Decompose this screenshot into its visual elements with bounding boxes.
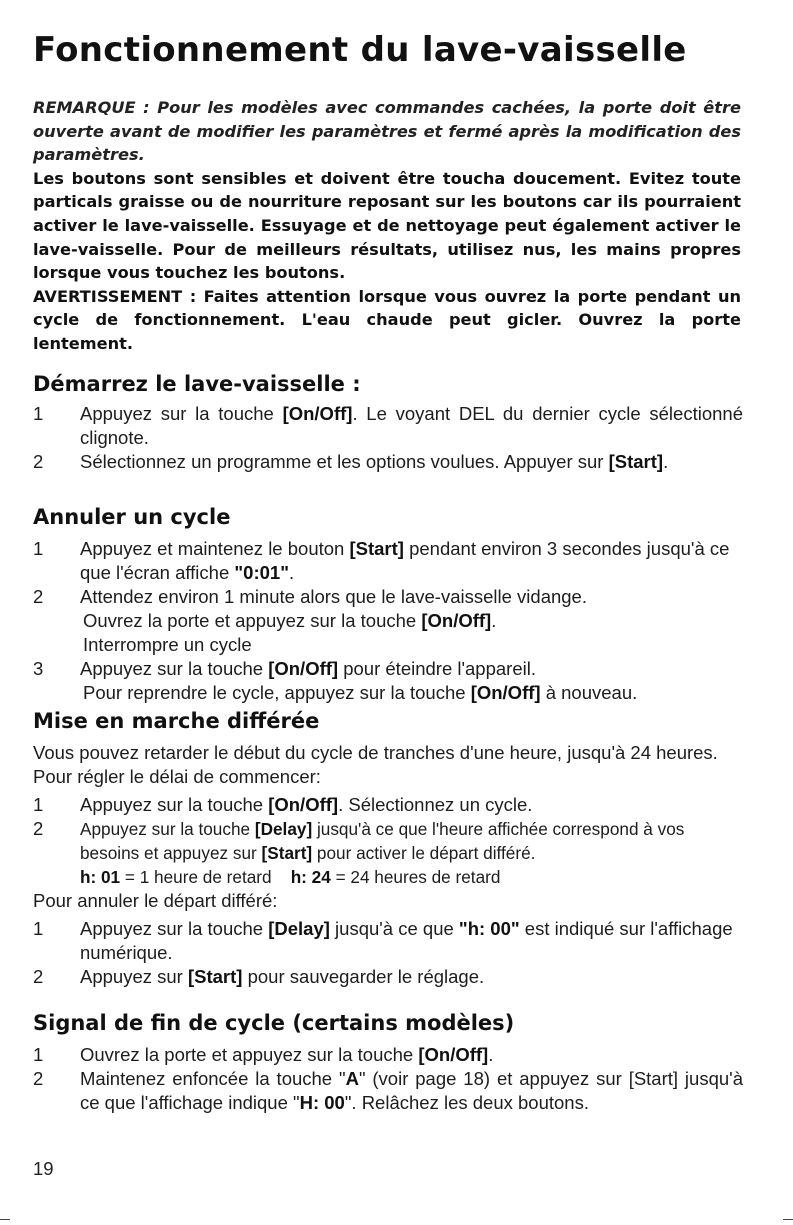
cancel-steps [33,537,743,705]
display-readout: "0:01" [234,562,289,583]
signal-step-1: 1 Ouvrez la porte et appuyez sur la touche [On/Off]. [33,1044,494,1065]
delay-step-1: 1 Appuyez sur la touche [On/Off]. Sélectionnez un cycle. [33,794,533,815]
a-key: A [345,1068,359,1089]
delay-key: [Delay] [268,918,330,939]
delay-hours-legend: h: 01 = 1 heure de retard h: 24 = 24 heures de retard [80,867,501,887]
notes-block [33,96,741,356]
start-key: [Start] [187,966,243,987]
start-heading: Démarrez le lave-vaisselle : [33,372,361,396]
start-key: [Start] [261,843,313,863]
buttons-note: Les boutons sont sensibles et doivent être toucha doucement. Evitez toute particals graisse ou de nourriture reposant sur les boutons car ils pourraient activer le lave-vaisselle. Essuyage et de nettoyage peut également activer le lave-vaisselle. Pour de meilleurs résultats, utilisez nus, les mains propres lorsque vous touchez les boutons. [33,168,741,283]
on-off-key: [On/Off] [268,794,339,815]
delay-heading: Mise en marche différée [33,709,320,733]
page-title: Fonctionnement du lave-vaisselle [33,30,687,70]
delay-intro: Vous pouvez retarder le début du cycle de tranches d'une heure, jusqu'à 24 heures. [33,742,718,763]
delay-key: [Delay] [254,819,313,839]
delay-set-label: Pour régler le délai de commencer: [33,766,321,787]
cancel-heading: Annuler un cycle [33,505,231,529]
delay-cancel-label: Pour annuler le départ différé: [33,890,278,911]
on-off-key: [On/Off] [421,610,492,631]
start-key: [Start] [608,451,664,472]
on-off-key: [On/Off] [282,403,353,424]
start-key: [Start] [349,538,404,559]
on-off-key: [On/Off] [418,1044,489,1065]
delay-step-2: 2 Appuyez sur la touche [Delay] jusqu'à ce que l'heure affichée correspond à vos besoins et appuyez sur [Start] pour activer le départ différé. h: 01 = 1 heure de retard h: 24 = 24 heures de retard [33,817,743,889]
display-readout: H: 00 [299,1092,345,1113]
display-readout: "h: 00" [458,918,520,939]
delay-cancel-step-2: 2 Appuyez sur [Start] pour sauvegarder le réglage. [33,966,485,987]
start-step-1: 1 Appuyez sur la touche [On/Off]. Le voyant DEL du dernier cycle sélectionné clignote. [33,403,743,448]
avertissement-note: AVERTISSEMENT : Faites attention lorsque vous ouvrez la porte pendant un cycle de fonctionnement. L'eau chaude peut gicler. Ouvrez la porte lentement. [33,286,741,353]
crop-mark-right [783,1219,793,1220]
cancel-step-2: 2 Attendez environ 1 minute alors que le lave-vaisselle vidange. Ouvrez la porte et appuyez sur la touche [On/Off]. Interrompre un cycle [33,586,587,655]
signal-heading: Signal de fin de cycle (certains modèles) [33,1011,515,1035]
cancel-step-3: 3 Appuyez sur la touche [On/Off] pour éteindre l'appareil. Pour reprendre le cycle, appuyez sur la touche [On/Off] à nouveau. [33,658,638,703]
delay-cancel-step-1: 1 Appuyez sur la touche [Delay] jusqu'à ce que "h: 00" est indiqué sur l'affichage numérique. [33,918,733,963]
delay-section [33,741,743,989]
page-number: 19 [33,1158,54,1179]
remarque-note: REMARQUE : Pour les modèles avec commandes cachées, la porte doit être ouverte avant de modifier les paramètres et fermé après la modification des paramètres. [33,98,741,165]
on-off-key: [On/Off] [268,658,339,679]
on-off-key: [On/Off] [470,682,541,703]
signal-step-2: 2 Maintenez enfoncée la touche "A" (voir page 18) et appuyez sur [Start] jusqu'à ce que l'affichage indique "H: 00". Relâchez les deux boutons. [33,1068,743,1113]
start-steps [33,402,743,474]
crop-mark-left [0,1219,10,1220]
signal-steps [33,1043,743,1115]
cancel-step-1: 1 Appuyez et maintenez le bouton [Start] pendant environ 3 secondes jusqu'à ce que l'écran affiche "0:01". [33,538,730,583]
start-step-2: 2 Sélectionnez un programme et les options voulues. Appuyer sur [Start]. [33,451,669,472]
